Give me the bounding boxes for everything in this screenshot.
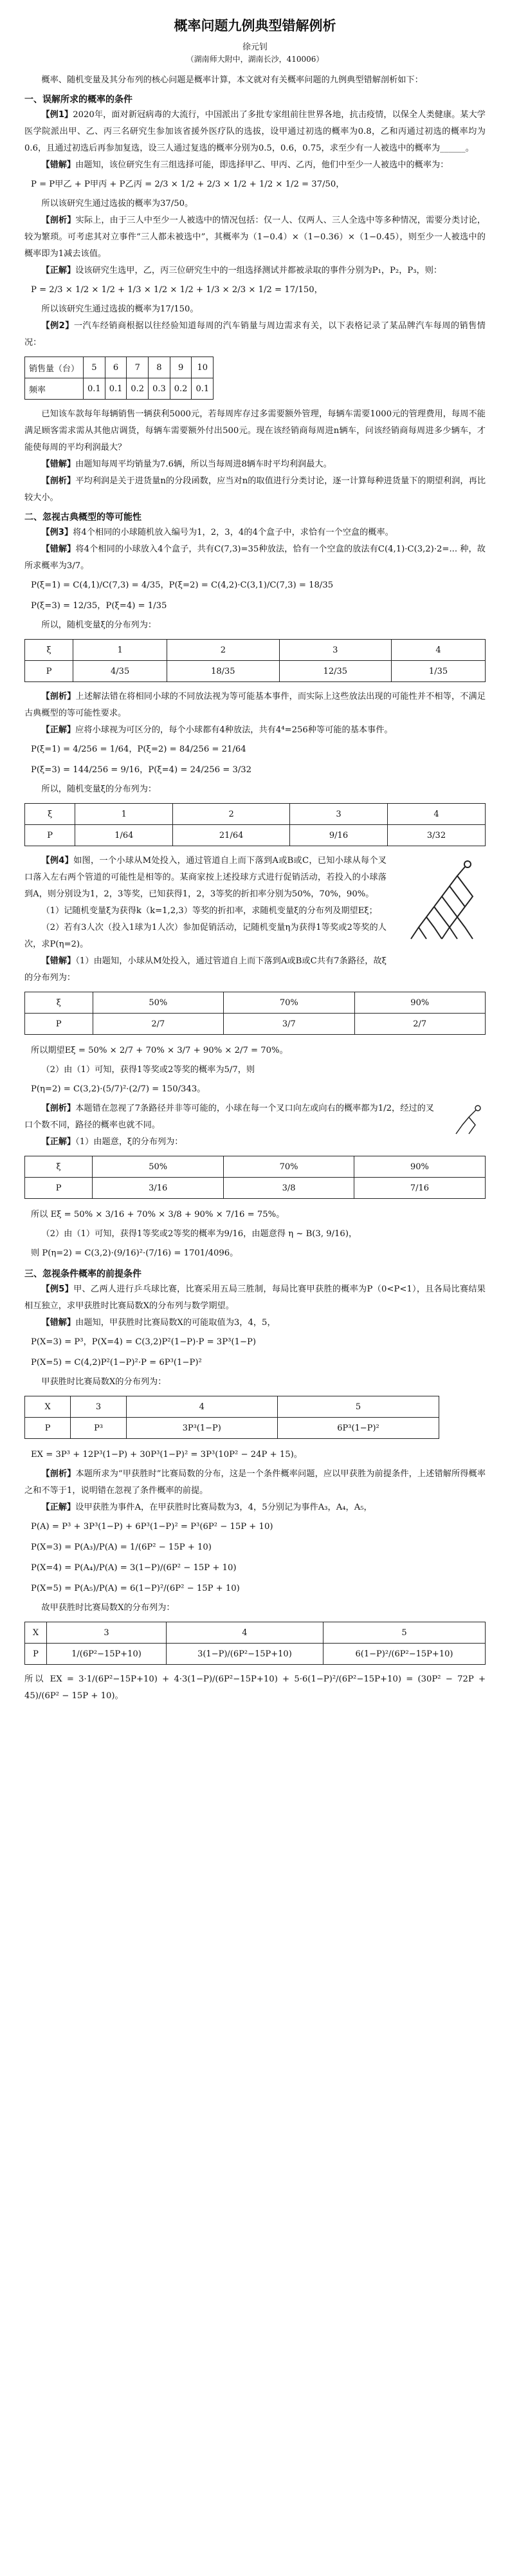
table-cell: ξ xyxy=(25,640,73,661)
example-1-fix-formula: P = 2/3 × 1/2 × 1/2 + 1/3 × 1/2 × 1/2 + 1/3 × 2/3 × 1/2 = 17/150， xyxy=(31,285,323,295)
example-4-error-text-2: （2）由（1）可知，获得1等奖或2等奖的概率为5/7，则 xyxy=(41,1065,255,1075)
error-tag: 【错解】 xyxy=(41,1318,76,1328)
example-4-analysis xyxy=(24,1100,486,1134)
table-cell: 5 xyxy=(323,1622,485,1644)
table-row xyxy=(25,1418,439,1439)
table-cell: 频率 xyxy=(25,378,84,400)
table-cell: P xyxy=(25,1014,93,1035)
table-cell: 5 xyxy=(277,1396,439,1418)
example-3-error-distribution-table xyxy=(24,639,486,682)
example-5-analysis-text: 本题所求为“甲获胜时”比赛局数的分布，这是一个条件概率问题，应以甲获胜为前提条件，上述错解所得概率之和不等于1，说明错在忽视了条件概率的前提。 xyxy=(24,1469,486,1496)
analysis-tag: 【剖析】 xyxy=(41,1469,76,1479)
section-heading-2: 二、忽视古典概型的等可能性 xyxy=(24,512,141,523)
table-cell: 9/16 xyxy=(290,825,388,846)
table-cell: P xyxy=(25,1178,93,1199)
table-cell: 4 xyxy=(166,1622,323,1644)
example-5-formula-1: P(X=3) = P³，P(X=4) = C(3,2)P²(1−P)·P = 3P³(1−P) xyxy=(31,1337,256,1347)
error-tag: 【错解】 xyxy=(41,544,76,554)
table-row xyxy=(25,992,486,1014)
example-4-analysis-text: 本题错在忽视了7条路径并非等可能的，小球在每一个叉口向左或向右的概率都为1/2，经过的叉口个数不同，路径的概率也就不同。 xyxy=(24,1104,434,1130)
fix-tag: 【正解】 xyxy=(41,1137,76,1147)
example-5-fix-formula-2: P(X=3) = P(A₃)/P(A) = 1/(6P² − 15P + 10) xyxy=(31,1543,212,1552)
example-2-text: 一汽车经销商根据以往经验知道每周的汽车销量与周边需求有关，以下表格记录了某品牌汽车每周的销售情况： xyxy=(24,321,486,347)
table-cell: 3/16 xyxy=(93,1178,224,1199)
table-row xyxy=(25,1396,439,1418)
example-4-error xyxy=(24,953,486,987)
example-5-error xyxy=(24,1315,486,1331)
example-4-fix-formula-2: 则 P(η=2) = C(3,2)·(9/16)²·(7/16) = 1701/4096。 xyxy=(31,1248,239,1258)
table-cell: 1 xyxy=(73,640,167,661)
example-3-text: 将4个相同的小球随机放入编号为1，2，3，4的4个盒子中，求恰有一个空盒的概率。 xyxy=(73,528,394,537)
table-cell: 2 xyxy=(173,804,290,825)
inlet-circle-icon xyxy=(475,1106,480,1111)
example-4-text: 如图，一个小球从M处投入，通过管道自上而下落到A或B或C，已知小球从每个叉口落入左右两个管道的可能性是相等的。某商家按上述投球方式进行促销活动，若投入的小球落到A，则分别设为1，2，3等奖，已知获得1，2，3等奖的折扣率分别为50%，70%，90%。 xyxy=(24,856,387,899)
example-5-fix-formula-1: P(A) = P³ + 3P³(1−P) + 6P³(1−P)² = P³(6P² − 15P + 10) xyxy=(31,1522,273,1532)
table-cell: 3 xyxy=(47,1622,167,1644)
table-cell: 3 xyxy=(279,640,391,661)
table-cell: 6 xyxy=(105,357,127,378)
example-3-tag: 【例3】 xyxy=(41,528,73,537)
table-cell: 3/8 xyxy=(224,1178,354,1199)
table-cell: P³ xyxy=(71,1418,126,1439)
table-row xyxy=(25,1622,486,1644)
example-3-problem xyxy=(24,524,486,541)
table-row xyxy=(25,357,214,378)
small-pipe-diagram xyxy=(441,1102,486,1140)
example-4-error-distribution-table xyxy=(24,992,486,1035)
example-3-fix-distribution-table xyxy=(24,803,486,846)
example-2-error xyxy=(24,456,486,473)
table-cell: 0.1 xyxy=(105,378,127,400)
example-5-text: 甲、乙两人进行乒乓球比赛，比赛采用五局三胜制，每局比赛甲获胜的概率为P（0<P<1），且各局比赛结果相互独立，求甲获胜时比赛局数X的分布列与数学期望。 xyxy=(24,1284,486,1311)
error-tag: 【错解】 xyxy=(41,956,76,966)
table-cell: 2/7 xyxy=(354,1014,486,1035)
fix-tag: 【正解】 xyxy=(41,266,76,275)
example-3-analysis-text: 上述解法错在将相同小球的不同放法视为等可能基本事件，而实际上这些放法出现的可能性并不相等，不满足古典概型的等可能性要求。 xyxy=(24,692,486,718)
table-cell: 3/32 xyxy=(387,825,485,846)
table-cell: 50% xyxy=(93,992,223,1014)
table-cell: 4 xyxy=(392,640,486,661)
example-4-fix-distribution-table xyxy=(24,1156,486,1199)
example-1-error xyxy=(24,157,486,174)
example-3-formula-2: P(ξ=3) = 12/35，P(ξ=4) = 1/35 xyxy=(31,601,167,611)
table-cell: ξ xyxy=(25,992,93,1014)
example-4-fix xyxy=(24,1134,486,1151)
example-1-error-conclusion: 所以该研究生通过选拔的概率为37/50。 xyxy=(41,199,194,208)
example-5-analysis xyxy=(24,1466,486,1499)
example-3-fix-caption: 所以，随机变量ξ的分布列为： xyxy=(41,784,157,794)
table-cell: X xyxy=(25,1396,71,1418)
ball-drop-pipe-diagram xyxy=(396,855,486,952)
table-cell: 1 xyxy=(75,804,173,825)
section-heading-3: 三、忽视条件概率的前提条件 xyxy=(24,1269,141,1279)
table-cell: 90% xyxy=(354,1156,485,1178)
analysis-tag: 【剖析】 xyxy=(41,476,76,486)
example-5-fix xyxy=(24,1499,486,1516)
table-cell: 21/64 xyxy=(173,825,290,846)
table-cell: 0.1 xyxy=(84,378,105,400)
table-cell: 1/35 xyxy=(392,661,486,682)
example-3-fix-formula-2: P(ξ=3) = 144/256 = 9/16，P(ξ=4) = 24/256 = 3/32 xyxy=(31,765,252,775)
example-3-formula-1: P(ξ=1) = C(4,1)/C(7,3) = 4/35，P(ξ=2) = C(4,2)·C(3,1)/C(7,3) = 18/35 xyxy=(31,580,334,590)
example-3-dist-caption: 所以，随机变量ξ的分布列为： xyxy=(41,620,157,630)
table-cell: 7/16 xyxy=(354,1178,485,1199)
example-3-error-text: 将4个相同的小球放入4个盒子，共有C(7,3)=35种放法，恰有一个空盒的放法有C(4,1)·C(3,2)·2=... 种，故所求概率为3/7。 xyxy=(24,544,486,571)
example-5-fix-distribution-table xyxy=(24,1622,486,1665)
table-cell: P xyxy=(25,1418,71,1439)
example-5-error-text: 由题知，甲获胜时比赛局数X的可能取值为3，4，5， xyxy=(75,1318,276,1328)
example-5-fix-expectation: 所以 EX = 3·1/(6P²−15P+10) + 4·3(1−P)/(6P²−15P+10) + 5·6(1−P)²/(6P²−15P+10) = (30P² − 72P + 45)/(6P² − 15P + 10)。 xyxy=(24,1674,486,1701)
example-4-error-text: （1）由题知，小球从M处投入，通过管道自上而下落到A或B或C共有7条路径，故ξ的分布列为： xyxy=(24,956,387,983)
example-1-analysis-text: 实际上，由于三人中至少一人被选中的情况包括：仅一人、仅两人、三人全选中等多种情况，需要分类讨论，较为繁琐。可考虑其对立事件“三人都未被选中”，其概率为（1−0.4）×（1−0.36）×（1−0.45），则至少一人被选中的概率即为1减去该值。 xyxy=(24,216,486,259)
table-row xyxy=(25,378,214,400)
example-3-fix-formula-1: P(ξ=1) = 4/256 = 1/64，P(ξ=2) = 84/256 = 21/64 xyxy=(31,745,246,754)
example-5-formula-3: EX = 3P³ + 12P³(1−P) + 30P³(1−P)² = 3P³(10P² − 24P + 15)。 xyxy=(31,1450,302,1459)
example-2-analysis xyxy=(24,473,486,506)
table-cell: 0.2 xyxy=(170,378,192,400)
fix-tag: 【正解】 xyxy=(41,725,76,735)
example-5-tag: 【例5】 xyxy=(41,1284,74,1294)
author-name: 徐元钊 xyxy=(242,42,268,52)
table-cell: 3 xyxy=(290,804,388,825)
table-cell: 0.1 xyxy=(192,378,214,400)
fix-tag: 【正解】 xyxy=(41,1503,76,1512)
example-1-fix-conclusion: 所以该研究生通过选拔的概率为17/150。 xyxy=(41,304,199,314)
table-row xyxy=(25,1644,486,1665)
example-4-tag: 【例4】 xyxy=(41,856,74,866)
table-cell: 4 xyxy=(126,1396,277,1418)
analysis-tag: 【剖析】 xyxy=(41,692,76,701)
example-3-error xyxy=(24,541,486,575)
example-4-fix-text: （1）由题意，ξ的分布列为： xyxy=(75,1137,183,1147)
table-cell: 3/7 xyxy=(224,1014,354,1035)
table-cell: 0.2 xyxy=(127,378,149,400)
table-cell: P xyxy=(25,825,75,846)
example-5-dist-caption: 甲获胜时比赛局数X的分布列为： xyxy=(41,1377,167,1387)
example-1-problem xyxy=(24,107,486,157)
example-4-question-1: （1）记随机变量ξ为获得k（k=1,2,3）等奖的折扣率，求随机变量ξ的分布列及期望Eξ； xyxy=(41,906,378,916)
table-cell: 0.3 xyxy=(149,378,170,400)
table-cell: 4/35 xyxy=(73,661,167,682)
table-row xyxy=(25,804,486,825)
table-cell: 5 xyxy=(84,357,105,378)
table-cell: 7 xyxy=(127,357,149,378)
analysis-tag: 【剖析】 xyxy=(41,1104,76,1113)
table-cell: 9 xyxy=(170,357,192,378)
table-cell: 6(1−P)²/(6P²−15P+10) xyxy=(323,1644,485,1665)
example-5-fix-text: 设甲获胜为事件A，在甲获胜时比赛局数为3，4，5分别记为事件A₃，A₄，A₅， xyxy=(75,1503,372,1512)
table-row xyxy=(25,661,486,682)
example-1-text: 2020年，面对新冠病毒的大流行，中国派出了多批专家组前往世界各地，抗击疫情，以保全人类健康。某大学医学院派出甲、乙、丙三名研究生参加该省援外医疗队的选拔，设甲通过初选的概率为0.8，乙和丙通过初选的概率均为0.6，且通过初选后再参加复选，设三人通过复选的概率分别为0.5，0.6，0.75，求至少有一人被选中的概率为______。 xyxy=(24,110,486,153)
table-cell: 2/7 xyxy=(93,1014,223,1035)
table-cell: 8 xyxy=(149,357,170,378)
table-cell: X xyxy=(25,1622,47,1644)
table-cell: 1/(6P²−15P+10) xyxy=(47,1644,167,1665)
table-cell: 70% xyxy=(224,1156,354,1178)
table-row xyxy=(25,1014,486,1035)
table-cell: 90% xyxy=(354,992,486,1014)
example-3-fix xyxy=(24,722,486,739)
example-3-fix-text: 应将小球视为可区分的，每个小球都有4种放法，共有4⁴=256种等可能的基本事件。 xyxy=(75,725,393,735)
example-5-fix-caption: 故甲获胜时比赛局数X的分布列为： xyxy=(41,1603,175,1613)
table-cell: ξ xyxy=(25,1156,93,1178)
table-cell: ξ xyxy=(25,804,75,825)
table-cell: 1/64 xyxy=(75,825,173,846)
table-cell: 12/35 xyxy=(279,661,391,682)
table-cell: 10 xyxy=(192,357,214,378)
example-2-text-continued: 已知该车款每年每辆销售一辆获利5000元，若每周库存过多需要额外管理，每辆车需要1000元的管理费用，每周不能满足顾客需求需从其他店调货，每辆车需要额外付出500元。现在该经销商每周进n辆车，问该经销商每周进多少辆车，才能使每周的平均利润最大？ xyxy=(24,409,486,452)
example-4-fix-text-2: （2）由（1）可知，获得1等奖或2等奖的概率为9/16，由题意得 η ~ B(3, 9/16)， xyxy=(41,1229,358,1239)
example-5-error-distribution-table xyxy=(24,1396,439,1439)
example-4-error-expectation: 所以期望Eξ = 50% × 2/7 + 70% × 3/7 + 90% × 2/7 = 70%。 xyxy=(31,1046,288,1055)
example-2-error-text: 由题知每周平均销量为7.6辆，所以当每周进8辆车时平均利润最大。 xyxy=(75,459,332,469)
example-5-fix-formula-3: P(X=4) = P(A₄)/P(A) = 3(1−P)/(6P² − 15P + 10) xyxy=(31,1563,237,1573)
table-cell: P xyxy=(25,1644,47,1665)
example-1-fix-text: 设该研究生选甲，乙，丙三位研究生中的一组选择测试并都被录取的事件分别为P₁，P₂，P₃，则： xyxy=(75,266,442,275)
table-cell: 销售量（台） xyxy=(25,357,84,378)
example-1-error-text: 由题知，该位研究生有三组选择可能，即选择甲乙、甲丙、乙丙，他们中至少一人被选中的概率为： xyxy=(75,160,449,170)
table-cell: 2 xyxy=(167,640,279,661)
table-cell: 3 xyxy=(71,1396,126,1418)
table-cell: 50% xyxy=(93,1156,224,1178)
example-2-sales-table xyxy=(24,357,214,400)
table-cell: 3P³(1−P) xyxy=(126,1418,277,1439)
error-tag: 【错解】 xyxy=(41,160,76,170)
table-row xyxy=(25,825,486,846)
example-2-problem xyxy=(24,318,486,351)
table-cell: P xyxy=(25,661,73,682)
table-cell: 4 xyxy=(387,804,485,825)
intro-paragraph: 概率、随机变量及其分布列的核心问题是概率计算，本文就对有关概率问题的九例典型错解剖析如下： xyxy=(41,75,423,85)
error-tag: 【错解】 xyxy=(41,459,76,469)
example-3-analysis xyxy=(24,689,486,722)
table-cell: 70% xyxy=(224,992,354,1014)
example-5-problem xyxy=(24,1281,486,1315)
example-1-tag: 【例1】 xyxy=(41,110,73,120)
author-affiliation: （湖南师大附中，湖南长沙，410006） xyxy=(186,55,324,64)
example-1-analysis xyxy=(24,212,486,263)
table-cell: 3(1−P)/(6P²−15P+10) xyxy=(166,1644,323,1665)
example-2-tag: 【例2】 xyxy=(41,321,74,331)
table-cell: 6P³(1−P)² xyxy=(277,1418,439,1439)
example-5-formula-2: P(X=5) = C(4,2)P²(1−P)²·P = 6P³(1−P)² xyxy=(31,1358,202,1367)
analysis-tag: 【剖析】 xyxy=(41,216,76,225)
example-1-fix xyxy=(24,263,486,279)
example-2-analysis-text: 平均利润是关于进货量n的分段函数，应当对n的取值进行分类讨论，逐一计算每种进货量下的期望利润，再比较大小。 xyxy=(24,476,486,503)
table-cell: 18/35 xyxy=(167,661,279,682)
table-row xyxy=(25,1156,486,1178)
example-4-question-2: （2）若有3人次（投入1球为1人次）参加促销活动，记随机变量η为获得1等奖或2等奖的人次，求P(η=2)。 xyxy=(24,923,387,949)
section-heading-1: 一、误解所求的概率的条件 xyxy=(24,95,132,105)
table-row xyxy=(25,640,486,661)
inlet-circle-icon xyxy=(464,861,471,867)
example-4-fix-expectation: 所以 Eξ = 50% × 3/16 + 70% × 3/8 + 90% × 7/16 = 75%。 xyxy=(31,1210,285,1219)
example-1-error-formula: P = P甲乙 + P甲丙 + P乙丙 = 2/3 × 1/2 + 2/3 × 1/2 + 1/2 × 1/2 = 37/50， xyxy=(31,180,345,189)
article-title: 概率问题九例典型错解例析 xyxy=(174,18,336,33)
table-row xyxy=(25,1178,486,1199)
example-5-fix-formula-4: P(X=5) = P(A₅)/P(A) = 6(1−P)²/(6P² − 15P + 10) xyxy=(31,1584,240,1593)
example-4-error-formula-2: P(η=2) = C(3,2)·(5/7)²·(2/7) = 150/343。 xyxy=(31,1084,206,1094)
